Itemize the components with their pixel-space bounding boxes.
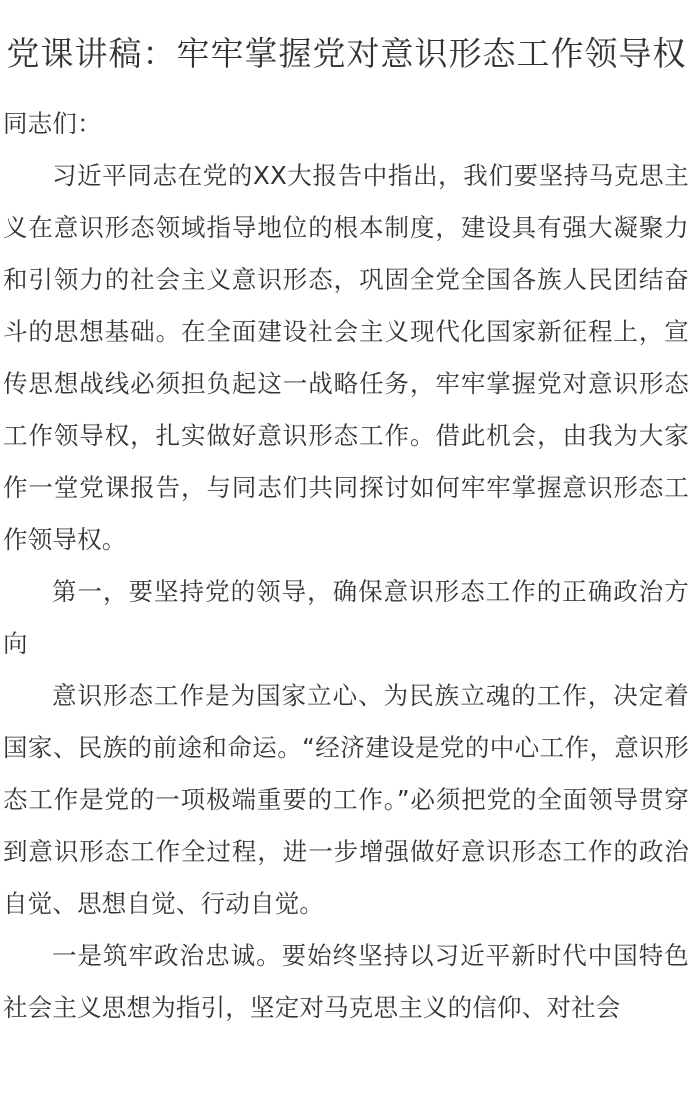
body-paragraph: 一是筑牢政治忠诚。要始终坚持以习近平新时代中国特色社会主义思想为指引，坚定对马克思主义的信仰、对社会	[3, 941, 689, 1022]
salutation-paragraph: 同志们：	[3, 109, 102, 138]
article-title: 党课讲稿：牢牢掌握党对意识形态工作领导权	[6, 34, 687, 73]
article-body	[0, 98, 693, 1034]
intro-paragraph: 习近平同志在党的XX大报告中指出，我们要坚持马克思主义在意识形态领域指导地位的根本制度，建设具有强大凝聚力和引领力的社会主义意识形态，巩固全党全国各族人民团结奋斗的思想基础。在全面建设社会主义现代化国家新征程上，宣传思想战线必须担负起这一战略任务，牢牢掌握党对意识形态工作领导权，扎实做好意识形态工作。借此机会，由我为大家作一堂党课报告，与同志们共同探讨如何牢牢掌握意识形态工作领导权。	[3, 161, 689, 554]
section-heading-1: 第一，要坚持党的领导，确保意识形态工作的正确政治方向	[3, 577, 689, 658]
body-paragraph: 意识形态工作是为国家立心、为民族立魂的工作，决定着国家、民族的前途和命运。“经济建设是党的中心工作，意识形态工作是党的一项极端重要的工作。”必须把党的全面领导贯穿到意识形态工作全过程，进一步增强做好意识形态工作的政治自觉、思想自觉、行动自觉。	[3, 681, 689, 918]
